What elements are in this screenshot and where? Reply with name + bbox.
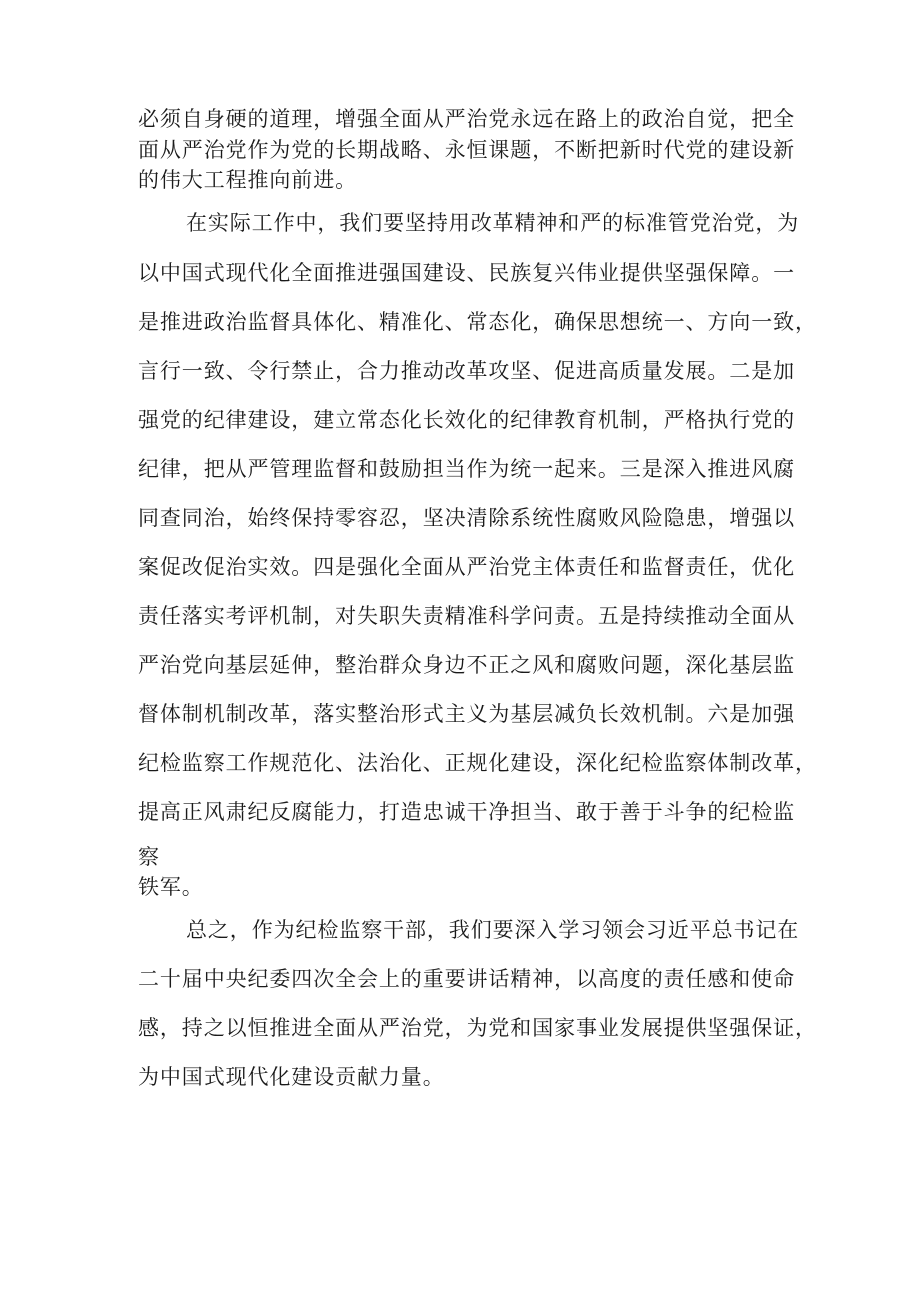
- text-line: 为中国式现代化建设贡献力量。: [138, 1065, 445, 1089]
- text-line: 提高正风肃纪反腐能力，打造忠诚干净担当、敢于善于斗争的纪检监: [138, 800, 795, 824]
- text-line: 同查同治，始终保持零容忍，坚决清除系统性腐败风险隐患，增强以: [138, 506, 795, 530]
- text-line: 责任落实考评机制，对失职失责精准科学问责。五是持续推动全面从: [138, 604, 795, 628]
- text-line: 言行一致、令行禁止，合力推动改革攻坚、促进高质量发展。二是加: [138, 359, 795, 383]
- text-line: 严治党向基层延伸，整治群众身边不正之风和腐败问题，深化基层监: [138, 653, 795, 677]
- text-line: 强党的纪律建设，建立常态化长效化的纪律教育机制，严格执行党的: [138, 408, 795, 432]
- text-line: 必须自身硬的道理，增强全面从严治党永远在路上的政治自觉，把全: [138, 107, 795, 131]
- text-line: 督体制机制改革，落实整治形式主义为基层减负长效机制。六是加强: [138, 702, 795, 726]
- text-line: 案促改促治实效。四是强化全面从严治党主体责任和监督责任，优化: [138, 555, 795, 579]
- text-line: 纪律，把从严管理监督和鼓励担当作为统一起来。三是深入推进风腐: [138, 457, 795, 481]
- text-line: 感，持之以恒推进全面从严治党，为党和国家事业发展提供坚强保证，: [138, 1016, 817, 1040]
- text-line: 铁军。: [138, 875, 204, 899]
- text-line: 察: [138, 845, 160, 869]
- paragraph-first-line: 在实际工作中，我们要坚持用改革精神和严的标准管党治党，为: [186, 211, 800, 235]
- text-line: 二十届中央纪委四次全会上的重要讲话精神，以高度的责任感和使命: [138, 967, 795, 991]
- paragraph-first-line: 总之，作为纪检监察干部，我们要深入学习领会习近平总书记在: [186, 918, 800, 942]
- text-line: 的伟大工程推向前进。: [138, 168, 357, 192]
- text-line: 是推进政治监督具体化、精准化、常态化，确保思想统一、方向一致，: [138, 310, 817, 334]
- text-line: 面从严治党作为党的长期战略、永恒课题，不断把新时代党的建设新: [138, 138, 795, 162]
- text-line: 纪检监察工作规范化、法治化、正规化建设，深化纪检监察体制改革，: [138, 751, 817, 775]
- text-line: 以中国式现代化全面推进强国建设、民族复兴伟业提供坚强保障。一: [138, 261, 795, 285]
